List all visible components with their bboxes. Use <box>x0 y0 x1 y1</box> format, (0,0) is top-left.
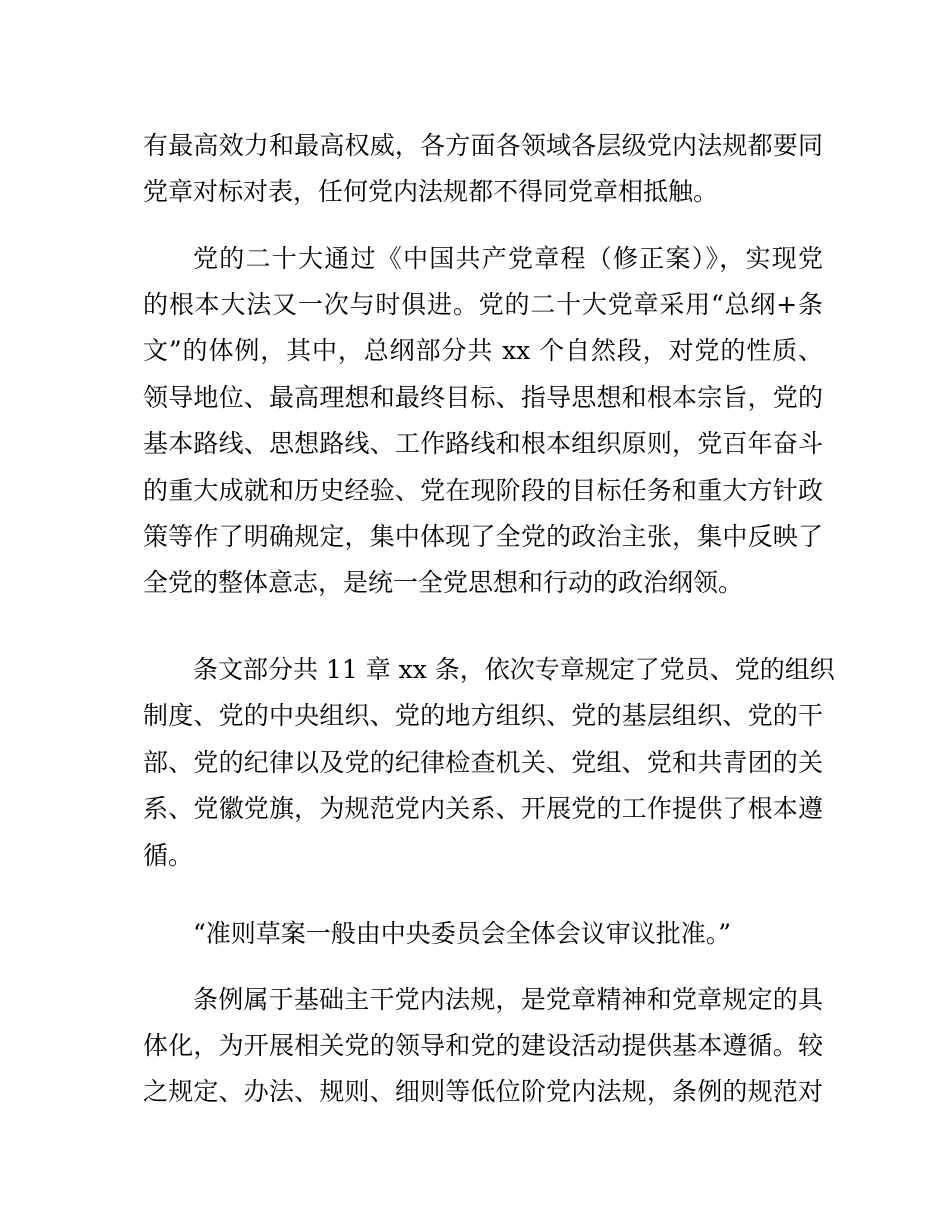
paragraph-2-line-8: 全党的整体意志，是统一全党思想和行动的政治纲领。 <box>143 568 744 597</box>
paragraph-2-line-7: 策等作了明确规定，集中体现了全党的政治主张，集中反映了 <box>143 522 823 551</box>
paragraph-2-line-4: 领导地位、最高理想和最终目标、指导思想和根本宗旨，党的 <box>143 383 823 412</box>
paragraph-3-line-1: 条文部分共 11 章 xx 条，依次专章规定了党员、党的组织 <box>193 655 835 684</box>
paragraph-3-line-5: 循。 <box>143 841 194 870</box>
paragraph-3-line-3: 部、党的纪律以及党的纪律检查机关、党组、党和共青团的关 <box>143 748 823 777</box>
paragraph-5-line-1: 条例属于基础主干党内法规，是党章精神和党章规定的具 <box>193 985 823 1014</box>
paragraph-4-line-1: “准则草案一般由中央委员会全体会议审议批准。” <box>193 919 732 948</box>
paragraph-2-line-3: 文”的体例，其中，总纲部分共 xx 个自然段，对党的性质、 <box>143 336 823 365</box>
paragraph-1-line-1: 有最高效力和最高权威，各方面各领域各层级党内法规都要同 <box>143 131 823 160</box>
paragraph-2-line-6: 的重大成就和历史经验、党在现阶段的目标任务和重大方针政 <box>143 476 823 505</box>
paragraph-2-line-5: 基本路线、思想路线、工作路线和根本组织原则，党百年奋斗 <box>143 429 823 458</box>
paragraph-1-line-2: 党章对标对表，任何党内法规都不得同党章相抵触。 <box>143 177 719 206</box>
paragraph-5-line-3: 之规定、办法、规则、细则等低位阶党内法规，条例的规范对 <box>143 1077 823 1106</box>
paragraph-3-line-4: 系、党徽党旗，为规范党内关系、开展党的工作提供了根本遵 <box>143 794 823 823</box>
paragraph-5-line-2: 体化，为开展相关党的领导和党的建设活动提供基本遵循。较 <box>143 1031 823 1060</box>
paragraph-2-line-1: 党的二十大通过《中国共产党章程（修正案）》，实现党 <box>193 244 823 273</box>
paragraph-2-line-2: 的根本大法又一次与时俱进。党的二十大党章采用“总纲+条 <box>143 290 823 319</box>
paragraph-3-line-2: 制度、党的中央组织、党的地方组织、党的基层组织、党的干 <box>143 701 823 730</box>
